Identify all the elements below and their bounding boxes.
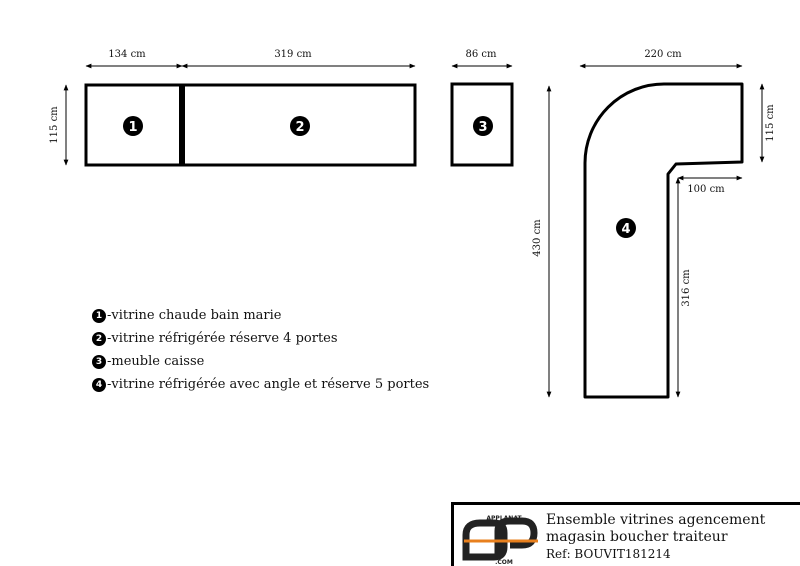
svg-text:3: 3 xyxy=(478,120,488,135)
title-reference: Ref: BOUVIT181214 xyxy=(546,547,671,561)
dim-label-316: 316 cm xyxy=(681,269,692,307)
title-line-1: Ensemble vitrines agencement xyxy=(546,512,766,528)
legend-item-4 xyxy=(92,373,429,396)
dim-label-100: 100 cm xyxy=(687,184,725,195)
applanat-logo xyxy=(460,513,540,565)
svg-text:2: 2 xyxy=(295,120,305,135)
unit-4-number xyxy=(616,218,636,238)
legend-item-1 xyxy=(92,304,429,327)
legend-number-2: 2 xyxy=(92,332,106,346)
legend xyxy=(92,304,429,396)
title-text xyxy=(546,512,765,563)
legend-item-2 xyxy=(92,327,429,350)
legend-text-2: -vitrine réfrigérée réserve 4 portes xyxy=(107,331,338,346)
legend-text-1: -vitrine chaude bain marie xyxy=(107,308,282,323)
legend-text-4: -vitrine réfrigérée avec angle et réserve 5 portes xyxy=(107,377,430,392)
svg-text:1: 1 xyxy=(128,120,138,135)
svg-text:APPLANAT: APPLANAT xyxy=(486,515,522,522)
legend-text-3: -meuble caisse xyxy=(107,354,205,369)
dim-label-115-left: 115 cm xyxy=(49,106,60,144)
dim-label-115-right: 115 cm xyxy=(765,104,776,142)
dim-label-220: 220 cm xyxy=(644,49,682,60)
dim-label-319: 319 cm xyxy=(274,49,312,60)
unit-4-shape xyxy=(585,84,742,397)
unit-2-number xyxy=(290,116,310,136)
legend-item-3 xyxy=(92,350,429,373)
title-block xyxy=(451,502,800,566)
dim-label-430: 430 cm xyxy=(532,219,543,257)
svg-text:4: 4 xyxy=(621,222,631,237)
legend-number-4: 4 xyxy=(92,378,106,392)
svg-text:.COM: .COM xyxy=(495,559,513,565)
legend-number-3: 3 xyxy=(92,355,106,369)
title-line-2: magasin boucher traiteur xyxy=(546,529,728,545)
dim-label-86: 86 cm xyxy=(465,49,497,60)
unit-3-number xyxy=(473,116,493,136)
unit-1-number xyxy=(123,116,143,136)
dim-label-134: 134 cm xyxy=(108,49,146,60)
legend-number-1: 1 xyxy=(92,309,106,323)
